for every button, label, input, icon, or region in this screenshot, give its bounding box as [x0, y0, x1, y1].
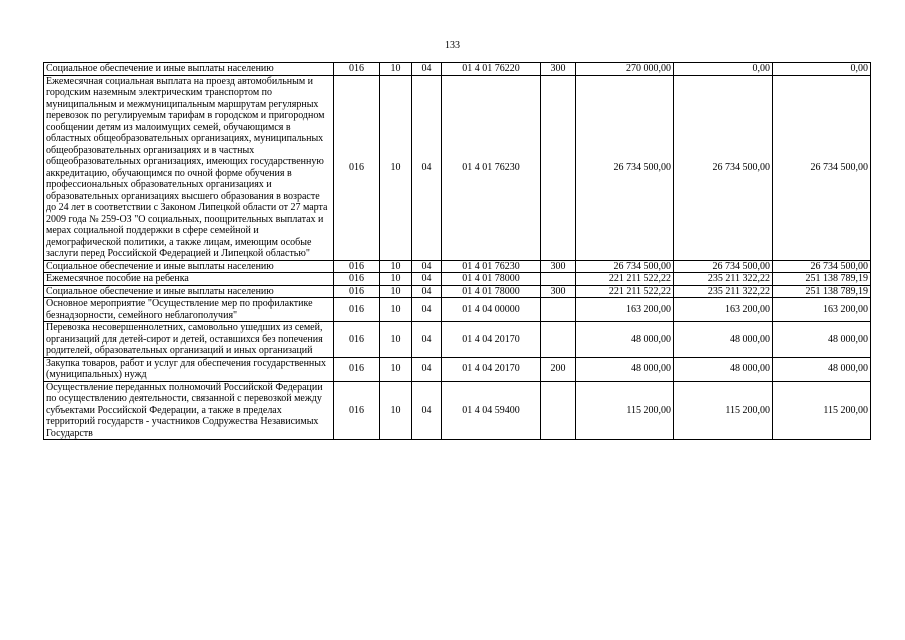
amount-year2-cell: 26 734 500,00 — [674, 260, 773, 273]
expense-type-cell: 200 — [541, 357, 576, 381]
section-code-cell: 10 — [380, 75, 412, 260]
amount-year3-cell: 0,00 — [773, 63, 871, 76]
amount-year3-cell: 26 734 500,00 — [773, 260, 871, 273]
subsection-code-cell: 04 — [412, 273, 442, 286]
subsection-code-cell: 04 — [412, 260, 442, 273]
amount-year1-cell: 48 000,00 — [576, 357, 674, 381]
amount-year2-cell: 235 211 322,22 — [674, 285, 773, 298]
row-name-cell: Социальное обеспечение и иные выплаты населению — [44, 63, 334, 76]
amount-year3-cell: 48 000,00 — [773, 322, 871, 358]
section-code-cell: 10 — [380, 357, 412, 381]
amount-year2-cell: 115 200,00 — [674, 381, 773, 440]
amount-year1-cell: 48 000,00 — [576, 322, 674, 358]
amount-year3-cell: 251 138 789,19 — [773, 273, 871, 286]
expense-type-cell — [541, 75, 576, 260]
table-row — [44, 260, 871, 273]
amount-year2-cell: 163 200,00 — [674, 298, 773, 322]
expense-type-cell — [541, 381, 576, 440]
section-code-cell: 10 — [380, 273, 412, 286]
table-row — [44, 63, 871, 76]
ministry-code-cell: 016 — [334, 322, 380, 358]
ministry-code-cell: 016 — [334, 285, 380, 298]
section-code-cell: 10 — [380, 260, 412, 273]
amount-year3-cell: 115 200,00 — [773, 381, 871, 440]
amount-year1-cell: 26 734 500,00 — [576, 75, 674, 260]
amount-year2-cell: 48 000,00 — [674, 322, 773, 358]
expense-type-cell — [541, 273, 576, 286]
ministry-code-cell: 016 — [334, 357, 380, 381]
target-article-cell: 01 4 04 59400 — [442, 381, 541, 440]
row-name-cell: Ежемесячная социальная выплата на проезд автомобильным и городским наземным электрическим транспортом по муниципальным и межмуниципальным маршрутам регулярных перевозок по регулируемым тарифам в городском и пригородном сообщении детям из малоимущих семей, обучающимся в областных общеобразовательных организациях, муниципальных общеобразовательных организациях и в частных общеобразовательных организациях, имеющих государственную аккредитацию, обучающимся по очной форме обучения в профессиональных образовательных организациях и образовательных организациях высшего образования в возрасте до 24 лет в соответствии с Законом Липецкой области от 27 марта 2009 года № 259-ОЗ "О социальных, поощрительных выплатах и мерах социальной поддержки в сфере семейной и демографической политики, а также лицам, имеющим особые заслуги перед Российской Федерацией и Липецкой областью" — [44, 75, 334, 260]
section-code-cell: 10 — [380, 298, 412, 322]
target-article-cell: 01 4 01 78000 — [442, 273, 541, 286]
amount-year1-cell: 26 734 500,00 — [576, 260, 674, 273]
ministry-code-cell: 016 — [334, 260, 380, 273]
amount-year1-cell: 221 211 522,22 — [576, 273, 674, 286]
target-article-cell: 01 4 01 76230 — [442, 260, 541, 273]
expense-type-cell: 300 — [541, 63, 576, 76]
amount-year3-cell: 163 200,00 — [773, 298, 871, 322]
ministry-code-cell: 016 — [334, 298, 380, 322]
section-code-cell: 10 — [380, 322, 412, 358]
subsection-code-cell: 04 — [412, 285, 442, 298]
amount-year1-cell: 163 200,00 — [576, 298, 674, 322]
target-article-cell: 01 4 04 00000 — [442, 298, 541, 322]
row-name-cell: Закупка товаров, работ и услуг для обеспечения государственных (муниципальных) нужд — [44, 357, 334, 381]
budget-table — [43, 62, 871, 440]
table-row — [44, 322, 871, 358]
ministry-code-cell: 016 — [334, 273, 380, 286]
section-code-cell: 10 — [380, 285, 412, 298]
amount-year2-cell: 235 211 322,22 — [674, 273, 773, 286]
row-name-cell: Ежемесячное пособие на ребенка — [44, 273, 334, 286]
target-article-cell: 01 4 01 76230 — [442, 75, 541, 260]
amount-year1-cell: 270 000,00 — [576, 63, 674, 76]
row-name-cell: Социальное обеспечение и иные выплаты населению — [44, 260, 334, 273]
table-row — [44, 357, 871, 381]
expense-type-cell — [541, 298, 576, 322]
target-article-cell: 01 4 04 20170 — [442, 322, 541, 358]
section-code-cell: 10 — [380, 381, 412, 440]
expense-type-cell: 300 — [541, 285, 576, 298]
ministry-code-cell: 016 — [334, 75, 380, 260]
target-article-cell: 01 4 04 20170 — [442, 357, 541, 381]
subsection-code-cell: 04 — [412, 63, 442, 76]
target-article-cell: 01 4 01 78000 — [442, 285, 541, 298]
expense-type-cell: 300 — [541, 260, 576, 273]
section-code-cell: 10 — [380, 63, 412, 76]
subsection-code-cell: 04 — [412, 298, 442, 322]
budget-table-body — [44, 63, 871, 440]
amount-year2-cell: 0,00 — [674, 63, 773, 76]
amount-year1-cell: 115 200,00 — [576, 381, 674, 440]
table-row — [44, 285, 871, 298]
subsection-code-cell: 04 — [412, 357, 442, 381]
amount-year3-cell: 48 000,00 — [773, 357, 871, 381]
ministry-code-cell: 016 — [334, 63, 380, 76]
table-row — [44, 273, 871, 286]
table-row — [44, 298, 871, 322]
row-name-cell: Основное мероприятие "Осуществление мер по профилактике безнадзорности, семейного неблагополучия" — [44, 298, 334, 322]
amount-year3-cell: 26 734 500,00 — [773, 75, 871, 260]
amount-year3-cell: 251 138 789,19 — [773, 285, 871, 298]
page-number: 133 — [445, 40, 460, 51]
row-name-cell: Перевозка несовершеннолетних, самовольно ушедших из семей, организаций для детей-сирот и детей, оставшихся без попечения родителей, образовательных организаций и иных организаций — [44, 322, 334, 358]
target-article-cell: 01 4 01 76220 — [442, 63, 541, 76]
subsection-code-cell: 04 — [412, 75, 442, 260]
expense-type-cell — [541, 322, 576, 358]
table-row — [44, 381, 871, 440]
row-name-cell: Осуществление переданных полномочий Российской Федерации по осуществлению деятельности, связанной с перевозкой между субъектами Российской Федерации, а также в пределах территорий государств - участников Содружества Независимых Государств — [44, 381, 334, 440]
subsection-code-cell: 04 — [412, 381, 442, 440]
amount-year2-cell: 48 000,00 — [674, 357, 773, 381]
subsection-code-cell: 04 — [412, 322, 442, 358]
row-name-cell: Социальное обеспечение и иные выплаты населению — [44, 285, 334, 298]
amount-year1-cell: 221 211 522,22 — [576, 285, 674, 298]
ministry-code-cell: 016 — [334, 381, 380, 440]
amount-year2-cell: 26 734 500,00 — [674, 75, 773, 260]
table-row — [44, 75, 871, 260]
